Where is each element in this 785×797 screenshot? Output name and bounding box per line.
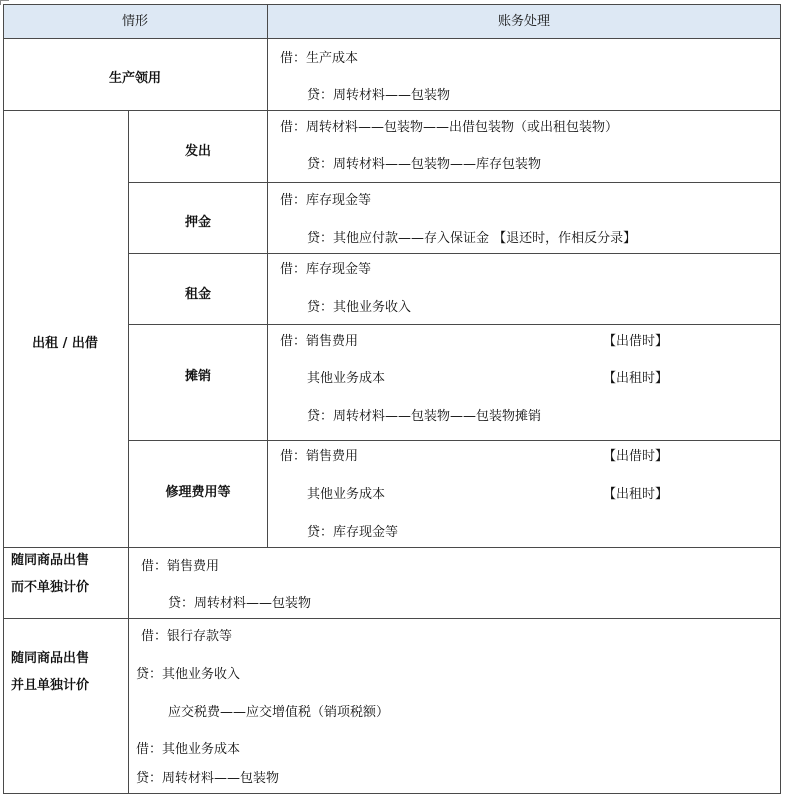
rule-rent-lend (3, 547, 781, 548)
rule-top (3, 4, 781, 5)
rule-bottom (3, 793, 781, 794)
sale-priced-debit-cost: 借：其他业务成本 (136, 742, 241, 757)
accounting-table (3, 4, 781, 794)
rule-amortization (128, 440, 781, 441)
sale-priced-credit-tax: 应交税费——应交增值税（销项税额） (168, 705, 390, 720)
rent-debit: 借：库存现金等 (280, 262, 372, 277)
rule-sale-unpriced (3, 618, 781, 619)
deposit-debit: 借：库存现金等 (280, 193, 372, 208)
issue-debit: 借：周转材料——包装物——出借包装物（或出租包装物） (280, 120, 619, 135)
sale-priced-label-1: 随同商品出售 (11, 651, 90, 666)
rent-credit: 贷：其他业务收入 (307, 300, 412, 315)
amortization-credit: 贷：周转材料——包装物——包装物摊销 (307, 409, 542, 424)
rule-issue (128, 182, 781, 183)
rule-left (3, 4, 4, 794)
repair-note-rent: 【出租时】 (603, 487, 669, 502)
repair-note-lend: 【出借时】 (603, 449, 669, 464)
rule-column-split (267, 4, 268, 547)
rent-label: 租金 (184, 287, 212, 302)
sale-unpriced-credit: 贷：周转材料——包装物 (168, 596, 312, 611)
sale-unpriced-debit: 借：销售费用 (141, 559, 220, 574)
sale-unpriced-label-2: 而不单独计价 (11, 580, 90, 595)
deposit-credit: 贷：其他应付款——存入保证金 【退还时，作相反分录】 (307, 231, 637, 246)
issue-label: 发出 (184, 144, 212, 159)
sale-priced-credit-material: 贷：周转材料——包装物 (136, 771, 280, 786)
repair-credit: 贷：库存现金等 (307, 525, 399, 540)
table-header (3, 4, 781, 38)
rule-sale-split (128, 547, 129, 793)
production-credit: 贷：周转材料——包装物 (307, 88, 451, 103)
amortization-debit-lend: 借：销售费用 (280, 334, 359, 349)
header-accounting: 账务处理 (497, 14, 551, 29)
sale-priced-label-2: 并且单独计价 (11, 678, 90, 693)
amortization-note-rent: 【出租时】 (603, 371, 669, 386)
rule-right (780, 4, 781, 794)
amortization-label: 摊销 (184, 369, 212, 384)
deposit-label: 押金 (184, 215, 212, 230)
repair-label: 修理费用等 (165, 485, 231, 500)
rule-subcolumn (128, 110, 129, 547)
repair-debit-rent: 其他业务成本 (307, 487, 386, 502)
rule-deposit (128, 253, 781, 254)
rule-rent (128, 324, 781, 325)
header-situation: 情形 (121, 14, 149, 29)
sale-priced-debit-bank: 借：银行存款等 (141, 629, 233, 644)
production-use-label: 生产领用 (108, 71, 162, 86)
amortization-note-lend: 【出借时】 (603, 334, 669, 349)
sale-priced-credit-income: 贷：其他业务收入 (136, 667, 241, 682)
issue-credit: 贷：周转材料——包装物——库存包装物 (307, 157, 542, 172)
amortization-debit-rent: 其他业务成本 (307, 371, 386, 386)
repair-debit-lend: 借：销售费用 (280, 449, 359, 464)
production-debit: 借：生产成本 (280, 51, 359, 66)
rule-production (3, 110, 781, 111)
rent-lend-label: 出租 / 出借 (32, 336, 98, 351)
rule-header (3, 38, 781, 39)
sale-unpriced-label-1: 随同商品出售 (11, 553, 90, 568)
